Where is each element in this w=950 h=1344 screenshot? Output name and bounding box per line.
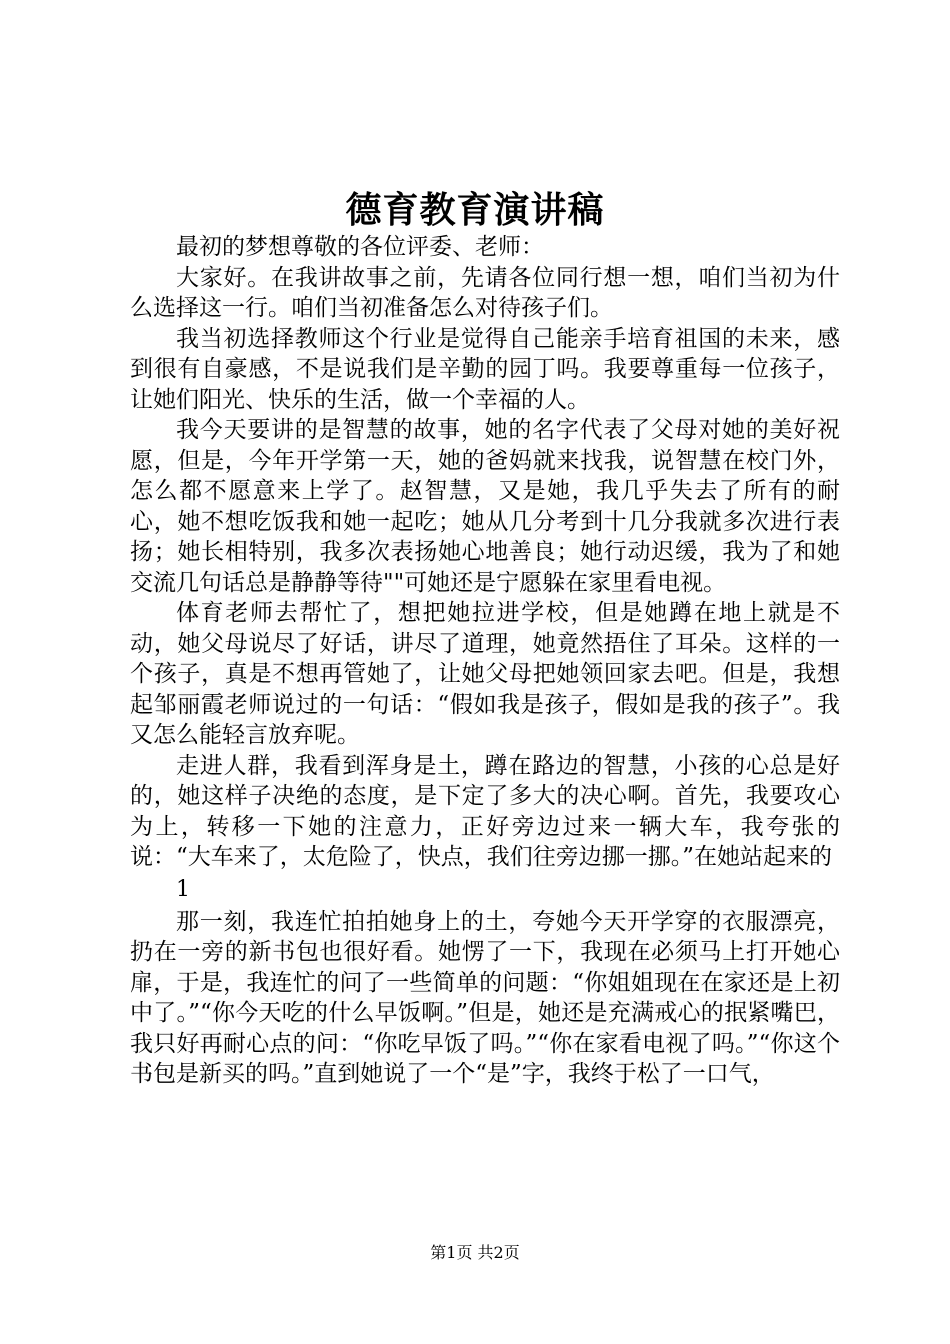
paragraph: 走进人群，我看到浑身是土，蹲在路边的智慧，小孩的心总是好的，她这样子决绝的态度，是下定了多大的决心啊。首先，我要攻心为上，转移一下她的注意力，正好旁边过来一辆大车，我夸张的说：“大车来了，太危险了，快点，我们往旁边挪一挪。”在她站起来的 [130, 752, 840, 870]
page-title: 德育教育演讲稿 [345, 189, 605, 231]
paragraph: 我今天要讲的是智慧的故事，她的名字代表了父母对她的美好祝愿，但是，今年开学第一天，她的爸妈就来找我，说智慧在校门外，怎么都不愿意来上学了。赵智慧，又是她，我几乎失去了所有的耐心，她不想吃饭我和她一起吃；她从几分考到十几分我就多次进行表扬；她长相特别，我多次表扬她心地善良；她行动迟缓，我为了和她交流几句话总是静静等待""可她还是宁愿躲在家里看电视。 [130, 417, 840, 596]
document-body [130, 232, 840, 1090]
paragraph: 大家好。在我讲故事之前，先请各位同行想一想，咱们当初为什么选择这一行。咱们当初准备怎么对待孩子们。 [130, 264, 840, 321]
paragraph: 那一刻，我连忙拍拍她身上的土，夸她今天开学穿的衣服漂亮，扔在一旁的新书包也很好看。她愣了一下，我现在必须马上打开她心扉，于是，我连忙的问了一些简单的问题：“你姐姐现在在家还是上初中了。”“你今天吃的什么早饭啊。”但是，她还是充满戒心的抿紧嘴巴，我只好再耐心点的问：“你吃早饭了吗。”“你在家看电视了吗。”“你这个书包是新买的吗。”直到她说了一个“是”字，我终于松了一口气， [130, 908, 840, 1087]
paragraph-greeting: 最初的梦想尊敬的各位评委、老师： [176, 234, 544, 260]
page-footer: 第1页 共2页 [430, 1243, 520, 1262]
inline-page-number: 1 [176, 876, 190, 902]
paragraph: 体育老师去帮忙了，想把她拉进学校，但是她蹲在地上就是不动，她父母说尽了好话，讲尽了道理，她竟然捂住了耳朵。这样的一个孩子，真是不想再管她了，让她父母把她领回家去吧。但是，我想起邹丽霞老师说过的一句话：“假如我是孩子，假如是我的孩子”。我又怎么能轻言放弃呢。 [130, 600, 840, 748]
paragraph: 我当初选择教师这个行业是觉得自己能亲手培育祖国的未来，感到很有自豪感，不是说我们是辛勤的园丁吗。我要尊重每一位孩子，让她们阳光、快乐的生活，做一个幸福的人。 [130, 325, 840, 413]
